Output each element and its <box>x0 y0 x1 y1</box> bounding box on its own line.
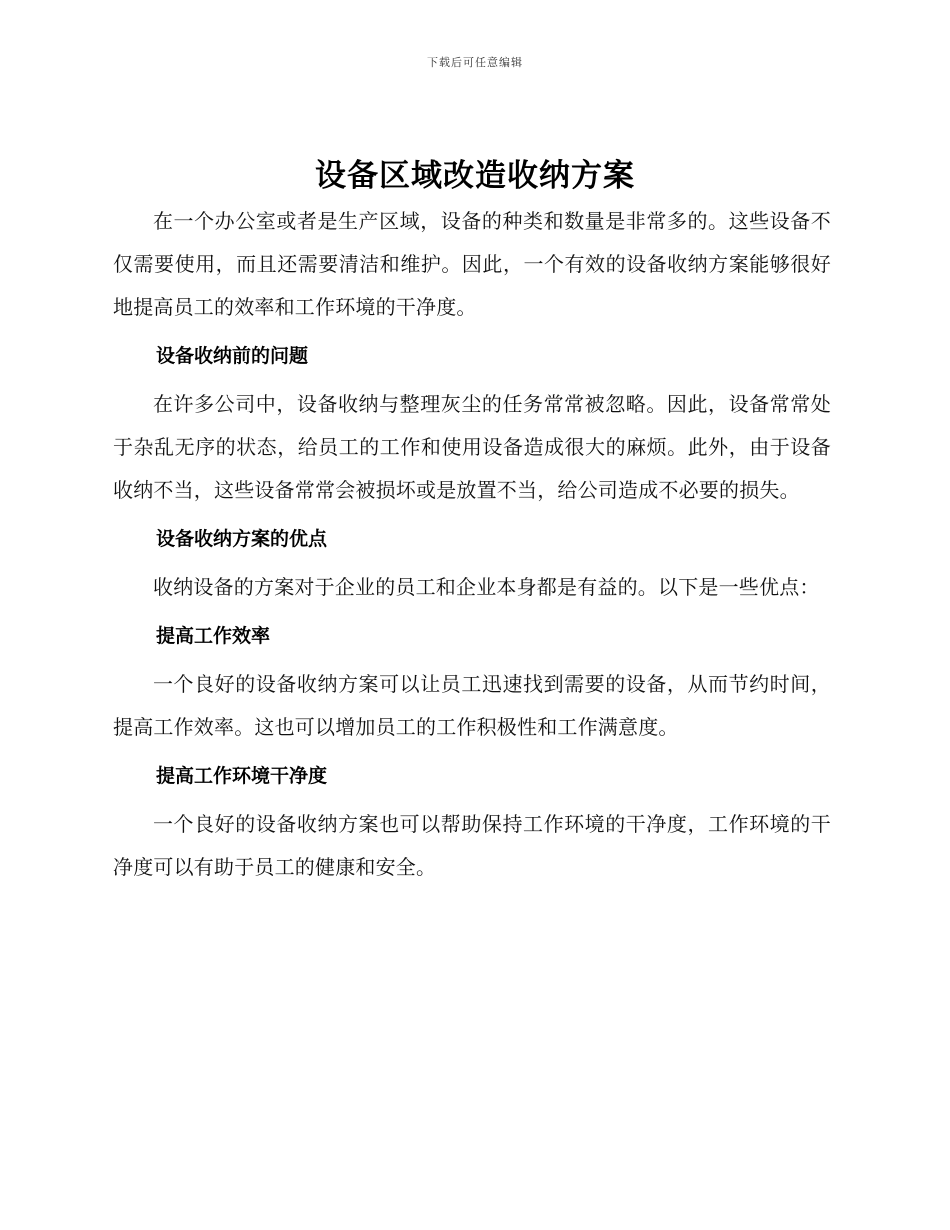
section-paragraph: 一个良好的设备收纳方案也可以帮助保持工作环境的干净度，工作环境的干净度可以有助于员工的健康和安全。 <box>113 812 831 879</box>
section-heading: 设备收纳前的问题 <box>156 345 309 367</box>
section-heading: 设备收纳方案的优点 <box>156 528 328 550</box>
section-paragraph: 在许多公司中，设备收纳与整理灰尘的任务常常被忽略。因此，设备常常处于杂乱无序的状态，给员工的工作和使用设备造成很大的麻烦。此外，由于设备收纳不当，这些设备常常会被损坏或是放置不当，给公司造成不必要的损失。 <box>113 392 831 502</box>
document-title: 设备区域改造收纳方案 <box>315 158 635 194</box>
section-paragraph: 收纳设备的方案对于企业的员工和企业本身都是有益的。以下是一些优点： <box>153 575 820 599</box>
section-heading: 提高工作环境干净度 <box>156 765 328 787</box>
section-heading: 提高工作效率 <box>156 625 271 647</box>
section-paragraph: 一个良好的设备收纳方案可以让员工迅速找到需要的设备，从而节约时间，提高工作效率。这也可以增加员工的工作积极性和工作满意度。 <box>113 672 831 739</box>
intro-paragraph: 在一个办公室或者是生产区域，设备的种类和数量是非常多的。这些设备不仅需要使用，而且还需要清洁和维护。因此，一个有效的设备收纳方案能够很好地提高员工的效率和工作环境的干净度。 <box>113 209 831 319</box>
page-header-note: 下载后可任意编辑 <box>427 56 523 69</box>
document-body <box>113 200 831 889</box>
